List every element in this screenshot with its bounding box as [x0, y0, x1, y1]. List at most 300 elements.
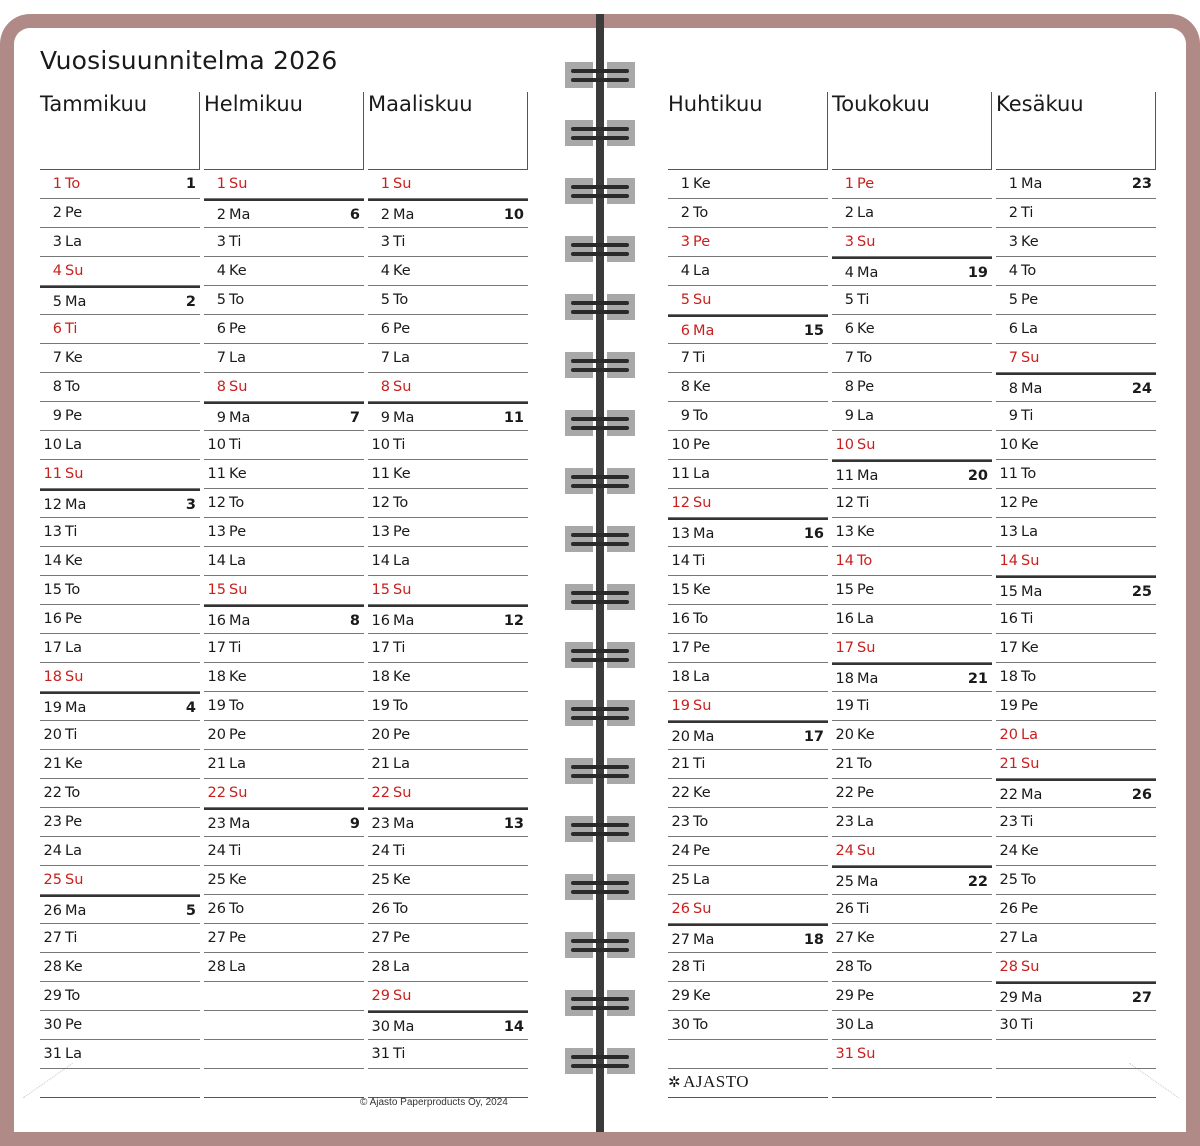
day-number: 6	[380, 321, 390, 337]
day-number: 16	[371, 613, 390, 629]
day-number: 12	[835, 495, 854, 511]
day-row[interactable]	[368, 1040, 528, 1069]
ring-wire	[571, 881, 629, 885]
weekday-abbrev: Ke	[1021, 437, 1039, 453]
day-row[interactable]	[204, 634, 364, 663]
day-number: 13	[671, 526, 690, 542]
day-row[interactable]	[40, 199, 200, 228]
day-number: 23	[999, 814, 1018, 830]
day-number: 22	[371, 785, 390, 801]
day-row[interactable]	[368, 953, 528, 982]
day-row[interactable]	[40, 460, 200, 489]
week-number: 4	[185, 700, 196, 716]
day-row[interactable]	[832, 460, 992, 489]
day-row[interactable]	[996, 779, 1156, 808]
weekday-abbrev: Ma	[65, 497, 87, 513]
day-row[interactable]	[996, 866, 1156, 895]
weekday-abbrev: To	[229, 698, 245, 714]
day-row[interactable]	[832, 286, 992, 315]
day-row[interactable]	[832, 1040, 992, 1069]
week-number: 25	[1131, 584, 1152, 600]
day-row[interactable]	[996, 315, 1156, 344]
weekday-abbrev: Pe	[65, 408, 83, 424]
day-row[interactable]	[204, 257, 364, 286]
ring-wire	[571, 252, 629, 256]
day-row[interactable]	[40, 895, 200, 924]
ring-wire	[571, 765, 629, 769]
day-row[interactable]	[668, 228, 828, 257]
day-row[interactable]	[668, 199, 828, 228]
blank-row[interactable]	[204, 1069, 364, 1098]
day-number: 3	[1008, 234, 1018, 250]
day-list	[204, 170, 364, 1098]
day-row[interactable]	[668, 373, 828, 402]
day-row[interactable]	[996, 547, 1156, 576]
weekday-abbrev: Ma	[229, 816, 251, 832]
day-row[interactable]	[668, 518, 828, 547]
day-row[interactable]	[40, 344, 200, 373]
day-row[interactable]	[668, 953, 828, 982]
day-row[interactable]	[204, 953, 364, 982]
day-number: 17	[999, 640, 1018, 656]
blank-row[interactable]	[996, 1069, 1156, 1098]
ring-plate	[607, 1048, 635, 1074]
day-number: 7	[680, 350, 690, 366]
binding-ring	[565, 584, 635, 610]
day-row[interactable]	[40, 431, 200, 460]
day-row[interactable]	[368, 721, 528, 750]
day-row[interactable]	[668, 721, 828, 750]
day-row[interactable]	[996, 286, 1156, 315]
day-row[interactable]	[40, 286, 200, 315]
day-number: 24	[371, 843, 390, 859]
day-number: 23	[835, 814, 854, 830]
day-row[interactable]	[368, 315, 528, 344]
binding-ring	[565, 468, 635, 494]
day-row[interactable]	[996, 982, 1156, 1011]
day-row[interactable]	[40, 634, 200, 663]
day-row[interactable]	[832, 982, 992, 1011]
day-row[interactable]	[40, 866, 200, 895]
day-row[interactable]	[996, 257, 1156, 286]
weekday-abbrev: Su	[229, 176, 248, 192]
blank-row[interactable]	[368, 1069, 528, 1098]
day-row[interactable]	[368, 808, 528, 837]
day-row[interactable]	[996, 837, 1156, 866]
ring-wire	[571, 78, 629, 82]
day-row[interactable]	[40, 547, 200, 576]
day-row[interactable]	[368, 257, 528, 286]
day-row[interactable]	[204, 199, 364, 228]
day-row[interactable]	[996, 634, 1156, 663]
weekday-abbrev: Ma	[229, 410, 251, 426]
day-row[interactable]	[368, 692, 528, 721]
day-row[interactable]	[996, 576, 1156, 605]
day-row[interactable]	[204, 315, 364, 344]
day-row[interactable]	[996, 489, 1156, 518]
weekday-abbrev: La	[393, 959, 410, 975]
day-row[interactable]	[668, 257, 828, 286]
day-row[interactable]	[832, 228, 992, 257]
ring-plate	[607, 526, 635, 552]
day-row[interactable]	[368, 170, 528, 199]
month-column	[40, 92, 200, 1096]
day-row[interactable]	[368, 866, 528, 895]
day-row[interactable]	[204, 837, 364, 866]
day-row[interactable]	[668, 692, 828, 721]
day-row[interactable]	[204, 692, 364, 721]
day-row[interactable]	[832, 634, 992, 663]
day-row[interactable]	[832, 866, 992, 895]
day-row[interactable]	[668, 924, 828, 953]
day-number: 1	[380, 176, 390, 192]
day-row[interactable]	[996, 663, 1156, 692]
blank-row[interactable]	[204, 1011, 364, 1040]
weekday-abbrev: Su	[393, 379, 412, 395]
day-row[interactable]	[668, 286, 828, 315]
day-row[interactable]	[832, 779, 992, 808]
ring-wire	[571, 948, 629, 952]
weekday-abbrev: La	[857, 205, 874, 221]
day-row[interactable]	[668, 576, 828, 605]
day-number: 25	[671, 872, 690, 888]
day-row[interactable]	[204, 228, 364, 257]
ring-plate	[565, 410, 593, 436]
ring-wire	[571, 649, 629, 653]
day-row[interactable]	[832, 953, 992, 982]
day-row[interactable]	[668, 489, 828, 518]
day-number: 7	[52, 350, 62, 366]
day-row[interactable]	[368, 576, 528, 605]
day-row[interactable]	[40, 721, 200, 750]
weekday-abbrev: To	[1021, 872, 1037, 888]
weekday-abbrev: Pe	[65, 205, 83, 221]
day-row[interactable]	[832, 373, 992, 402]
weekday-abbrev: To	[65, 785, 81, 801]
day-row[interactable]	[832, 402, 992, 431]
day-row[interactable]	[204, 605, 364, 634]
day-row[interactable]	[668, 460, 828, 489]
day-row[interactable]	[832, 663, 992, 692]
day-row[interactable]	[40, 576, 200, 605]
ring-wire	[571, 832, 629, 836]
day-row[interactable]	[40, 1011, 200, 1040]
day-row[interactable]	[996, 1011, 1156, 1040]
weekday-abbrev: Ke	[693, 785, 711, 801]
day-row[interactable]	[832, 924, 992, 953]
binding-ring	[565, 1048, 635, 1074]
day-row[interactable]	[996, 199, 1156, 228]
day-row[interactable]	[368, 460, 528, 489]
day-row[interactable]	[40, 605, 200, 634]
day-row[interactable]	[996, 721, 1156, 750]
day-row[interactable]	[832, 576, 992, 605]
day-row[interactable]	[668, 170, 828, 199]
day-row[interactable]	[668, 431, 828, 460]
weekday-abbrev: Ti	[229, 843, 242, 859]
day-row[interactable]	[996, 808, 1156, 837]
day-row[interactable]	[668, 344, 828, 373]
day-row[interactable]	[204, 344, 364, 373]
day-row[interactable]	[832, 257, 992, 286]
ring-plate	[565, 700, 593, 726]
day-row[interactable]	[368, 895, 528, 924]
day-row[interactable]	[368, 228, 528, 257]
day-number: 15	[371, 582, 390, 598]
weekday-abbrev: La	[857, 408, 874, 424]
day-row[interactable]	[996, 750, 1156, 779]
day-row[interactable]	[40, 1040, 200, 1069]
day-row[interactable]	[40, 779, 200, 808]
day-number: 26	[671, 901, 690, 917]
day-row[interactable]	[832, 1011, 992, 1040]
weekday-abbrev: Pe	[857, 379, 875, 395]
ring-plate	[607, 62, 635, 88]
week-number: 20	[967, 468, 988, 484]
day-number: 22	[207, 785, 226, 801]
weekday-abbrev: Ma	[1021, 176, 1043, 192]
blank-row[interactable]	[204, 1040, 364, 1069]
day-row[interactable]	[668, 605, 828, 634]
weekday-abbrev: To	[229, 901, 245, 917]
binding-ring	[565, 816, 635, 842]
day-row[interactable]	[204, 460, 364, 489]
day-row[interactable]	[832, 547, 992, 576]
weekday-abbrev: Su	[693, 292, 712, 308]
day-row[interactable]	[996, 953, 1156, 982]
day-row[interactable]	[368, 1011, 528, 1040]
day-row[interactable]	[368, 634, 528, 663]
day-number: 28	[671, 959, 690, 975]
day-row[interactable]	[368, 402, 528, 431]
day-row[interactable]	[368, 199, 528, 228]
weekday-abbrev: Ke	[1021, 843, 1039, 859]
day-number: 5	[216, 292, 226, 308]
weekday-abbrev: La	[693, 669, 710, 685]
day-number: 9	[844, 408, 854, 424]
blank-row[interactable]	[40, 1069, 200, 1098]
day-row[interactable]	[832, 750, 992, 779]
binding-ring	[565, 178, 635, 204]
day-row[interactable]	[204, 808, 364, 837]
day-number: 20	[999, 727, 1018, 743]
day-row[interactable]	[40, 692, 200, 721]
day-row[interactable]	[832, 344, 992, 373]
day-number: 9	[216, 410, 226, 426]
day-row[interactable]	[668, 1011, 828, 1040]
day-row[interactable]	[368, 373, 528, 402]
blank-row[interactable]	[204, 982, 364, 1011]
day-number: 19	[207, 698, 226, 714]
day-number: 31	[43, 1046, 62, 1062]
day-row[interactable]	[204, 431, 364, 460]
day-row[interactable]	[40, 518, 200, 547]
day-row[interactable]	[832, 808, 992, 837]
day-row[interactable]	[204, 924, 364, 953]
day-row[interactable]	[204, 721, 364, 750]
day-row[interactable]	[368, 750, 528, 779]
day-number: 2	[380, 207, 390, 223]
day-row[interactable]	[996, 344, 1156, 373]
day-row[interactable]	[368, 286, 528, 315]
day-row[interactable]	[996, 373, 1156, 402]
day-number: 15	[999, 584, 1018, 600]
day-row[interactable]	[204, 663, 364, 692]
day-number: 28	[43, 959, 62, 975]
day-row[interactable]	[668, 634, 828, 663]
day-row[interactable]	[204, 895, 364, 924]
day-row[interactable]	[668, 837, 828, 866]
day-row[interactable]	[668, 982, 828, 1011]
weekday-abbrev: To	[1021, 466, 1037, 482]
day-row[interactable]	[204, 170, 364, 199]
day-row[interactable]	[668, 547, 828, 576]
day-row[interactable]	[832, 895, 992, 924]
day-row[interactable]	[832, 518, 992, 547]
day-row[interactable]	[40, 373, 200, 402]
day-row[interactable]	[368, 605, 528, 634]
day-row[interactable]	[204, 286, 364, 315]
day-row[interactable]	[996, 924, 1156, 953]
day-row[interactable]	[832, 199, 992, 228]
day-row[interactable]	[40, 170, 200, 199]
day-row[interactable]	[40, 750, 200, 779]
day-row[interactable]	[832, 837, 992, 866]
day-row[interactable]	[40, 982, 200, 1011]
day-number: 27	[207, 930, 226, 946]
weekday-abbrev: Pe	[229, 727, 247, 743]
weekday-abbrev: Su	[229, 379, 248, 395]
weekday-abbrev: La	[229, 959, 246, 975]
day-row[interactable]	[204, 402, 364, 431]
day-row[interactable]	[40, 837, 200, 866]
day-number: 24	[207, 843, 226, 859]
day-row[interactable]	[368, 982, 528, 1011]
weekday-abbrev: Ke	[393, 669, 411, 685]
day-number: 3	[216, 234, 226, 250]
day-row[interactable]	[996, 518, 1156, 547]
day-row[interactable]	[368, 924, 528, 953]
ring-plate	[565, 990, 593, 1016]
day-row[interactable]	[204, 489, 364, 518]
day-row[interactable]	[40, 663, 200, 692]
day-number: 26	[207, 901, 226, 917]
day-row[interactable]	[368, 489, 528, 518]
day-row[interactable]	[204, 779, 364, 808]
day-list	[368, 170, 528, 1098]
day-row[interactable]	[368, 663, 528, 692]
blank-row[interactable]	[832, 1069, 992, 1098]
day-row[interactable]	[996, 895, 1156, 924]
day-number: 18	[207, 669, 226, 685]
day-number: 25	[835, 874, 854, 890]
week-number: 8	[349, 613, 360, 629]
day-row[interactable]	[40, 402, 200, 431]
day-row[interactable]	[832, 315, 992, 344]
day-row[interactable]	[368, 431, 528, 460]
day-number: 5	[52, 294, 62, 310]
day-row[interactable]	[996, 692, 1156, 721]
weekday-abbrev: Ma	[857, 671, 879, 687]
day-row[interactable]	[40, 808, 200, 837]
weekday-abbrev: Ma	[1021, 381, 1043, 397]
day-row[interactable]	[40, 924, 200, 953]
blank-row[interactable]	[996, 1040, 1156, 1069]
weekday-abbrev: Ke	[693, 582, 711, 598]
weekday-abbrev: Ke	[65, 756, 83, 772]
day-number: 26	[371, 901, 390, 917]
day-row[interactable]	[40, 489, 200, 518]
month-name: Maaliskuu	[368, 92, 473, 116]
day-row[interactable]	[204, 547, 364, 576]
day-row[interactable]	[668, 779, 828, 808]
day-row[interactable]	[996, 228, 1156, 257]
day-row[interactable]	[996, 431, 1156, 460]
day-row[interactable]	[40, 257, 200, 286]
day-number: 1	[52, 176, 62, 192]
binding-ring	[565, 700, 635, 726]
day-row[interactable]	[368, 344, 528, 373]
day-row[interactable]	[204, 373, 364, 402]
weekday-abbrev: Ke	[1021, 234, 1039, 250]
day-number: 20	[835, 727, 854, 743]
day-row[interactable]	[832, 692, 992, 721]
day-row[interactable]	[668, 808, 828, 837]
day-row[interactable]	[668, 315, 828, 344]
day-list	[668, 170, 828, 1098]
day-row[interactable]	[368, 837, 528, 866]
day-row[interactable]	[40, 953, 200, 982]
day-row[interactable]	[668, 895, 828, 924]
day-row[interactable]	[996, 460, 1156, 489]
day-row[interactable]	[368, 779, 528, 808]
day-row[interactable]	[40, 228, 200, 257]
day-row[interactable]	[204, 576, 364, 605]
day-row[interactable]	[668, 866, 828, 895]
day-row[interactable]	[832, 170, 992, 199]
blank-row[interactable]	[668, 1040, 828, 1069]
weekday-abbrev: Ke	[65, 959, 83, 975]
weekday-abbrev: Ma	[857, 265, 879, 281]
weekday-abbrev: Ti	[693, 350, 706, 366]
day-number: 29	[835, 988, 854, 1004]
day-row[interactable]	[668, 402, 828, 431]
day-row[interactable]	[40, 315, 200, 344]
day-row[interactable]	[832, 431, 992, 460]
day-row[interactable]	[996, 402, 1156, 431]
day-row[interactable]	[832, 721, 992, 750]
day-row[interactable]	[204, 750, 364, 779]
day-row[interactable]	[996, 605, 1156, 634]
weekday-abbrev: Ti	[229, 640, 242, 656]
day-row[interactable]	[204, 866, 364, 895]
weekday-abbrev: Su	[693, 901, 712, 917]
day-row[interactable]	[668, 663, 828, 692]
day-row[interactable]	[832, 489, 992, 518]
week-number: 5	[185, 903, 196, 919]
day-row[interactable]	[668, 750, 828, 779]
day-row[interactable]	[996, 170, 1156, 199]
month-header	[832, 92, 992, 170]
ring-plate	[565, 120, 593, 146]
day-row[interactable]	[832, 605, 992, 634]
day-row[interactable]	[204, 518, 364, 547]
day-number: 30	[835, 1017, 854, 1033]
ring-plate	[607, 700, 635, 726]
day-row[interactable]	[368, 518, 528, 547]
weekday-abbrev: Ma	[857, 468, 879, 484]
day-row[interactable]	[368, 547, 528, 576]
